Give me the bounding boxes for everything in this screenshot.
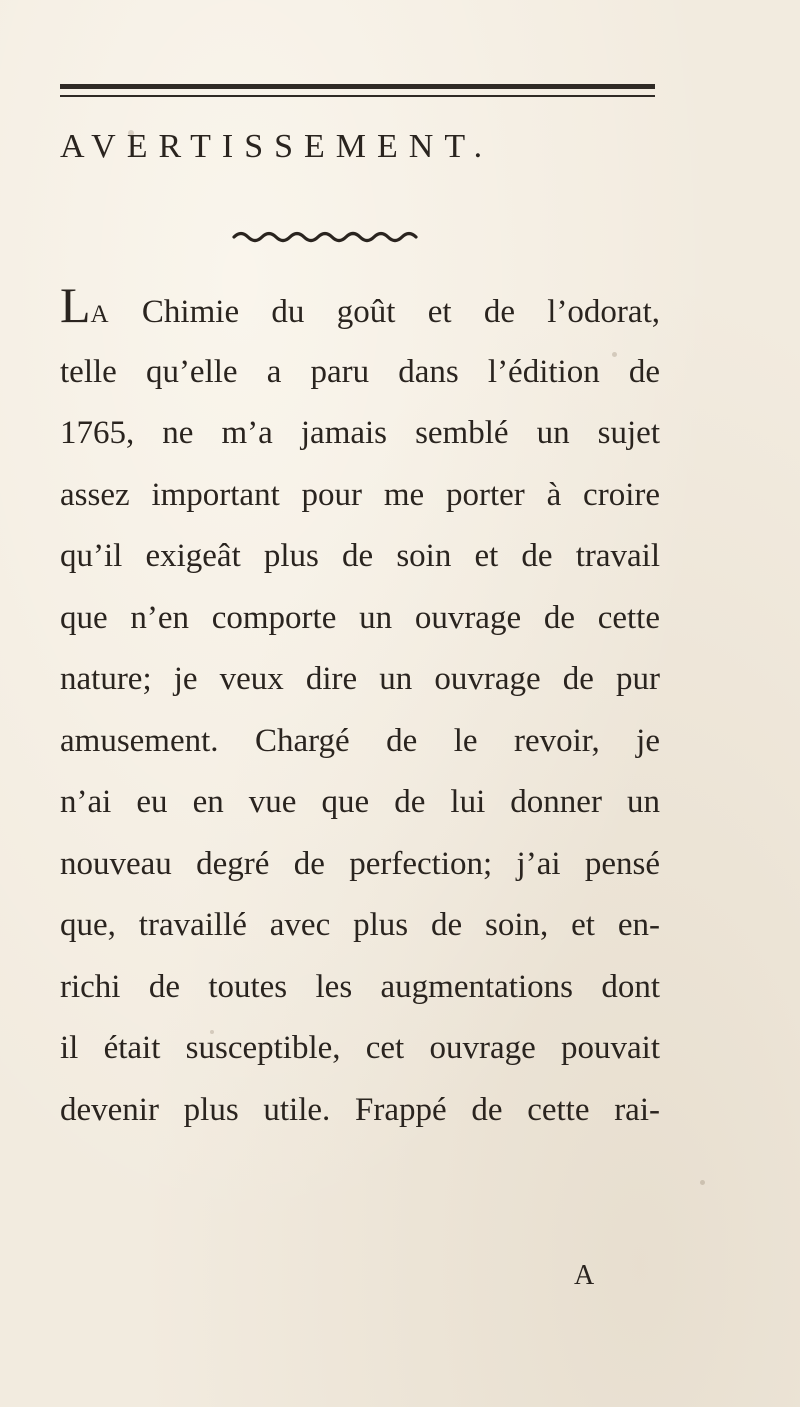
text-line: 1765, ne m’a jamais semblé un sujet xyxy=(60,415,660,451)
text-line: nature; je veux dire un ouvrage de pur xyxy=(60,661,660,697)
text-line: richi de toutes les augmentations dont xyxy=(60,968,660,1005)
text-line: il était susceptible, cet ouvrage pouvait xyxy=(60,1030,660,1066)
initial-letter: L xyxy=(60,277,91,333)
text-line: nouveau degré de perfection; j’ai pensé xyxy=(60,845,660,882)
text-line: telle qu’elle a paru dans l’édition de xyxy=(60,353,660,390)
initial-smallcap: A xyxy=(90,301,110,328)
ornament-divider-icon xyxy=(232,228,422,246)
page-title: AVERTISSEMENT. xyxy=(60,128,494,165)
header-rule-thick xyxy=(60,84,655,89)
signature-mark: A xyxy=(574,1260,595,1291)
paper-speck xyxy=(128,130,134,136)
text-line: que, travaillé avec plus de soin, et en- xyxy=(60,907,660,943)
header-rule-thin xyxy=(60,95,655,97)
text-line: assez important pour me porter à croire xyxy=(60,476,660,513)
body-text xyxy=(60,277,660,1141)
text-line: que n’en comporte un ouvrage de cette xyxy=(60,599,660,636)
text-line: devenir plus utile. Frappé de cette rai- xyxy=(60,1091,660,1128)
first-line-rest: Chimie du goût et de l’odorat, xyxy=(141,294,660,330)
text-line: amusement. Chargé de le revoir, je xyxy=(60,722,660,759)
paper-speck xyxy=(210,1030,214,1034)
text-line: qu’il exigeât plus de soin et de travail xyxy=(60,538,660,574)
text-line-first xyxy=(60,277,660,342)
paper-speck xyxy=(700,1180,705,1185)
text-line: n’ai eu en vue que de lui donner un xyxy=(60,784,660,820)
paper-speck xyxy=(612,352,617,357)
